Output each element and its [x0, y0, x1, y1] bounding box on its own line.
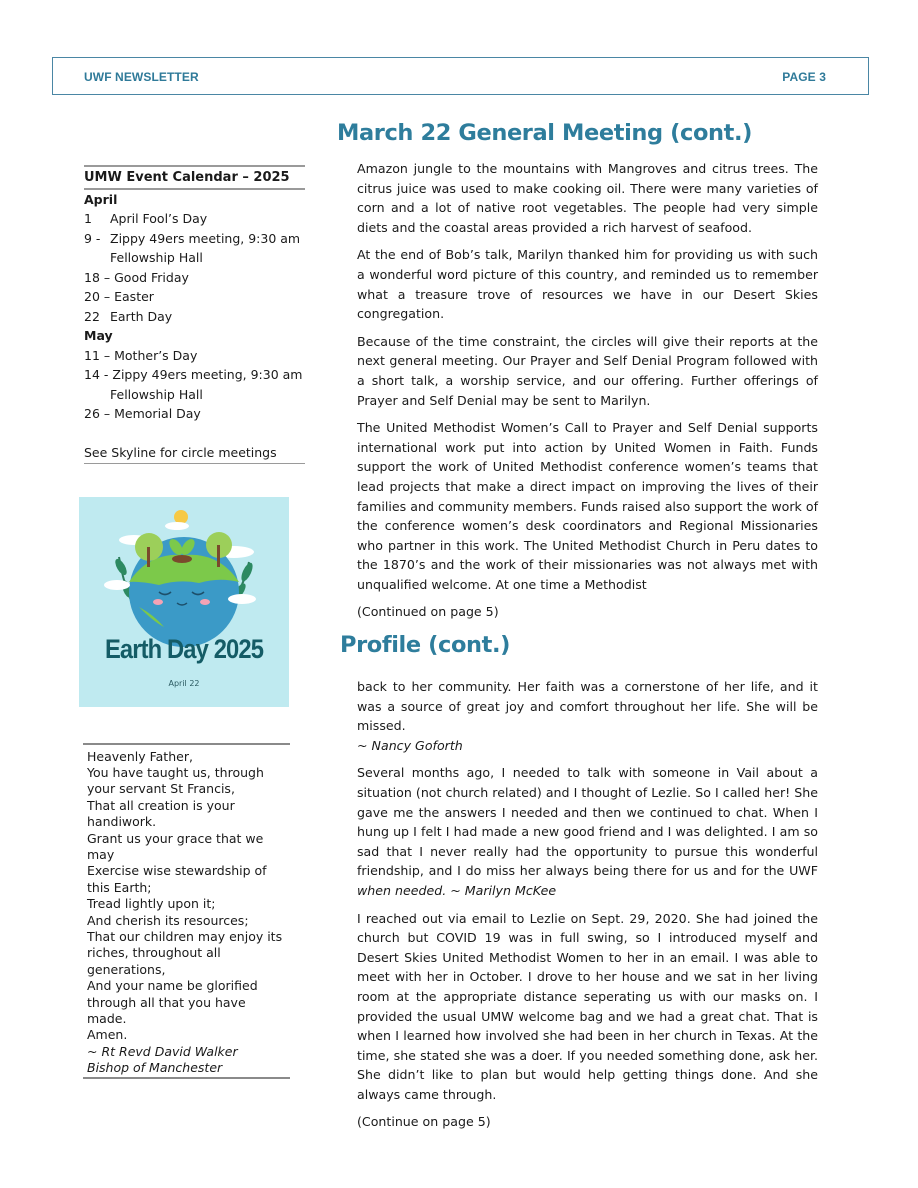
prayer-box [87, 743, 290, 1079]
meeting-article [357, 159, 818, 622]
prayer-line: Heavenly Father, [87, 748, 193, 764]
divider [83, 1077, 290, 1079]
profile-article [357, 677, 818, 1132]
prayer-line: handiwork. [87, 814, 157, 830]
calendar-title: UMW Event Calendar – 2025 [84, 170, 290, 185]
event-date: 20 – [84, 289, 111, 304]
prayer-line: And your name be glorified [87, 978, 258, 994]
paragraph-text: back to her community. Her faith was a cornerstone of her life, and it was a source of great joy and comfort throughout her life. She will be missed. [357, 679, 818, 734]
prayer-line: made. [87, 1011, 127, 1026]
prayer-line: That our children may enjoy its [87, 928, 283, 944]
event-date: 1 [84, 211, 92, 226]
section-heading: Profile (cont.) [340, 632, 511, 658]
event-date: 22 [84, 308, 100, 324]
calendar-event [84, 229, 305, 249]
page-number: PAGE 3 [782, 70, 826, 84]
prayer-line: And cherish its resources; [87, 912, 249, 928]
prayer-line: Exercise wise stewardship of [87, 863, 267, 879]
event-text: Zippy 49ers meeting, 9:30 am [110, 230, 301, 246]
paragraph-attribution: ~ Nancy Goforth [357, 737, 463, 753]
event-text: Good Friday [114, 269, 189, 285]
paragraph-text: Several months ago, I needed to talk with someone in Vail about a situation (not church related) and I thought of Lezlie. So I called her! She gave me the answers I needed and then we continued to chat. When I hung up I felt I had made a new good friend and I was delighted. I am so sad that I never really had the opportunity to pursue this wonderful friendship, and I do miss her always being there for us and for the UWF [357, 765, 818, 879]
earth-day-image [79, 497, 289, 707]
event-text: Easter [114, 289, 154, 304]
paragraph-attribution: when needed. ~ Marilyn McKee [357, 882, 557, 898]
skyline-note: See Skyline for circle meetings [84, 443, 305, 464]
calendar-event [84, 209, 305, 229]
prayer-line: through all that you have [87, 994, 246, 1010]
event-date: 14 - [84, 367, 109, 382]
calendar-event [84, 268, 305, 288]
earth-globe-icon [79, 497, 289, 707]
calendar-event [84, 365, 305, 385]
article-paragraph: At the end of Bob’s talk, Marilyn thanked him for providing us with such a wonderful word picture of this country, and reminded us to remember what a treasure trove of resources we have in our Desert Skies congregation. [357, 247, 818, 322]
prayer-line: generations, [87, 961, 166, 977]
article-paragraph: The United Methodist Women’s Call to Prayer and Self Denial supports international work put into action by United Women in Faith. Funds support the work of United Methodist conference women’s teams that lead projects that make a direct impact on improving the lives of their families and community members. Funds raised also support the work of the conference women’s desk coordinators and Regional Missionaries who partner in this work. The United Methodist Church in Peru dates to the 1870’s and the work of their missionaries was not always met with unqualified welcome. At one time a Methodist [357, 420, 818, 592]
prayer-line: You have taught us, through [87, 764, 264, 780]
calendar-event [84, 346, 305, 366]
prayer-line: your servant St Francis, [87, 781, 235, 797]
event-date: 9 - [84, 230, 101, 246]
prayer-attribution: Bishop of Manchester [87, 1060, 223, 1076]
prayer-line: Tread lightly upon it; [87, 896, 216, 912]
article-paragraph: Amazon jungle to the mountains with Mangroves and citrus trees. The citrus juice was used to make cooking oil. There were many varieties of corn and a lot of native root vegetables. The people had very simple diets and the coastal areas provided a rich harvest of seafood. [357, 161, 818, 235]
event-text: Zippy 49ers meeting, 9:30 am [112, 367, 303, 382]
event-date: 26 – [84, 406, 111, 421]
article-paragraph: I reached out via email to Lezlie on Sept. 29, 2020. She had joined the church but COVID 19 was in full swing, so I introduced myself and Desert Skies United Methodist Women to her in an email. I was able to meet with her in October. I drove to her house and we sat in her living room at the appropriate distance seperating us with our masks on. I provided the usual UMW welcome bag and we had a great chat. That is when I learned how involved she had been in her church in Texas. At the time, she stated she was a doer. If you needed something done, ask her. She didn’t like to plan but would help getting things done. And she always came through. [357, 910, 818, 1102]
calendar-month: May [84, 328, 113, 343]
prayer-line: Grant us your grace that we [87, 830, 264, 846]
event-text: Mother’s Day [114, 347, 198, 363]
calendar-event [84, 287, 305, 307]
event-text: Memorial Day [114, 406, 201, 421]
newsletter-title: UWF NEWSLETTER [84, 70, 199, 84]
prayer-attribution: ~ Rt Revd David Walker [87, 1043, 238, 1059]
event-date: 18 – [84, 269, 111, 285]
continued-note: (Continued on page 5) [357, 604, 499, 620]
prayer-line: That all creation is your [87, 797, 235, 813]
section-heading: March 22 General Meeting (cont.) [337, 120, 753, 146]
event-date: 11 – [84, 347, 111, 363]
prayer-line: this Earth; [87, 879, 152, 895]
event-location: Fellowship Hall [110, 250, 203, 265]
prayer-line: may [87, 846, 115, 862]
continued-note: (Continue on page 5) [357, 1114, 491, 1130]
event-calendar [84, 165, 305, 464]
earth-day-date: April 22 [168, 679, 200, 688]
earth-day-title: Earth Day 2025 [104, 634, 264, 664]
prayer-line: Amen. [87, 1027, 128, 1043]
article-paragraph: Because of the time constraint, the circles will give their reports at the next general meeting. Our Prayer and Self Denial Program followed with a short talk, a worship service, and our offering. Further offerings of Prayer and Self Denial may be sent to Marilyn. [357, 333, 818, 408]
calendar-event [84, 307, 305, 327]
calendar-event [84, 404, 305, 424]
page-header [52, 57, 869, 95]
article-paragraph [357, 677, 818, 755]
event-text: April Fool’s Day [110, 211, 208, 226]
event-text: Earth Day [110, 308, 173, 324]
article-paragraph [357, 763, 818, 900]
prayer-line: riches, throughout all [87, 945, 221, 961]
event-location: Fellowship Hall [110, 386, 203, 402]
calendar-month: April [84, 191, 118, 207]
